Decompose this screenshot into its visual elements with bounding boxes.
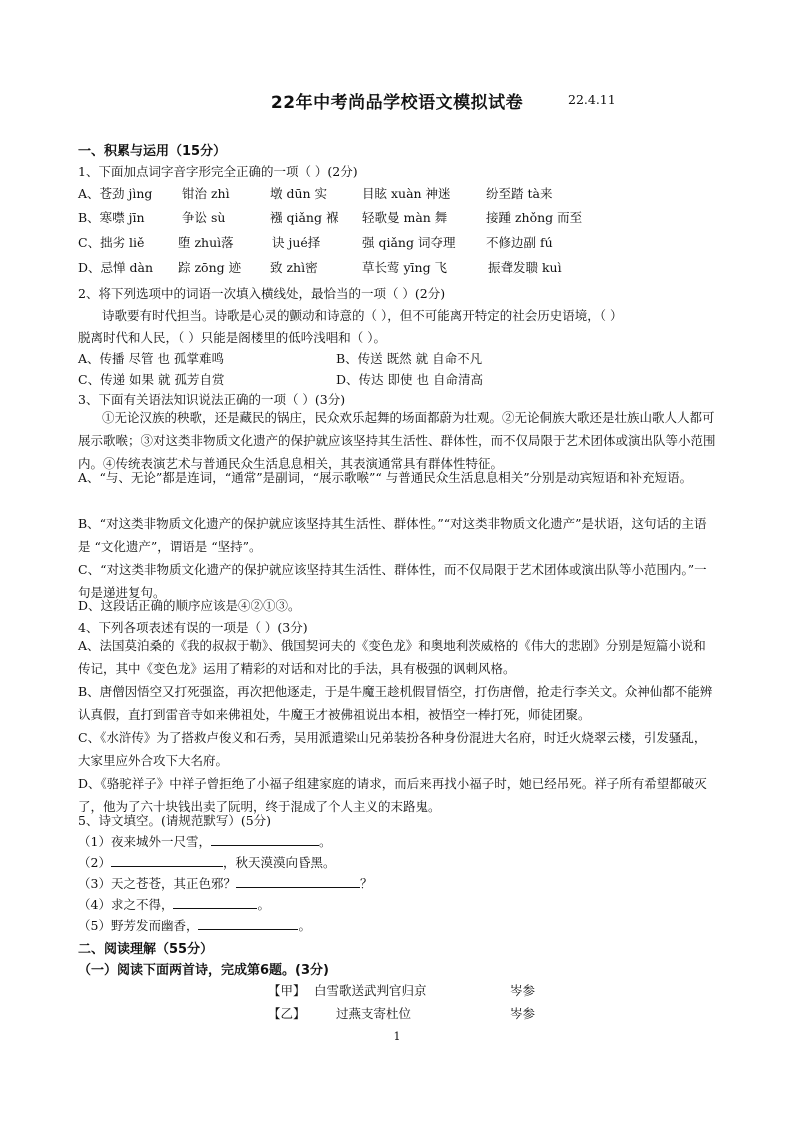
answer-blank[interactable]: [173, 896, 257, 909]
subsection-heading-1: （一）阅读下面两首诗，完成第6题。(3分): [78, 963, 329, 978]
q1-d-4: 草长莺 yīng 飞: [362, 260, 448, 275]
question-2-passage-1: 诗歌要有时代担当。诗歌是心灵的颤动和诗意的（ ），但不可能离开特定的社会历史语境，（ ）: [102, 308, 623, 323]
q4-option-c: C、《水浒传》为了搭救卢俊义和石秀，吴用派遣梁山兄弟装扮各种身份混进大名府，时迁火烧翠云楼，引发骚乱，大家里应外合攻下大名府。: [78, 730, 707, 768]
section-heading-2: 二、阅读理解（55分）: [78, 942, 214, 957]
q5-item-1: [78, 832, 331, 850]
question-1-stem: 1、下面加点词字音字形完全正确的一项（ ）(2分): [78, 164, 358, 179]
section-heading-1: 一、积累与运用（15分）: [78, 144, 227, 159]
poem-1-tag: 【甲】: [268, 983, 306, 998]
q5-item-3-text: （3）天之苍苍，其正色邪？: [78, 876, 236, 891]
q2-option-d: D、传达 即使 也 自命清高: [336, 372, 483, 387]
poem-1-author: 岑参: [510, 983, 536, 998]
answer-blank[interactable]: [236, 875, 360, 888]
q5-item-1-text: （1）夜来城外一尺雪，: [78, 834, 211, 849]
q5-item-1-end: 。: [318, 834, 332, 849]
q3-option-d: D、这段话正确的顺序应该是④②①③。: [78, 598, 301, 613]
question-4-stem: 4、下列各项表述有误的一项是（ ）(3分): [78, 620, 308, 635]
q5-item-4-end: 。: [257, 897, 270, 912]
q1-c-1: C、拙劣 liě: [78, 235, 145, 250]
q4-option-d: D、《骆驼祥子》中祥子曾拒绝了小福子组建家庭的请求，而后来再找小福子时，她已经吊死。祥子所有希望都破灭了，他为了六十块钱出卖了阮明，终于混成了个人主义的末路鬼。: [78, 776, 707, 814]
q1-b-1: B、寒噤 jīn: [78, 210, 145, 225]
exam-title: 22年中考尚品学校语文模拟试卷: [270, 93, 524, 113]
answer-blank[interactable]: [111, 854, 223, 867]
q1-b-3: 襁 qiǎng 褓: [270, 210, 339, 225]
q1-d-3: 致 zhì密: [270, 260, 318, 275]
q4-option-a: A、法国莫泊桑的《我的叔叔于勒》、俄国契诃夫的《变色龙》和奥地利茨威格的《伟大的悲剧》分别是短篇小说和传记，其中《变色龙》运用了精彩的对话和对比的手法，具有极强的讽刺风格。: [78, 638, 706, 676]
q5-item-5-text: （5）野芳发而幽香，: [78, 918, 199, 933]
q2-option-c: C、传递 如果 就 孤芳自赏: [78, 372, 225, 387]
q1-b-2: 争讼 sù: [182, 210, 226, 225]
poem-2-author: 岑参: [510, 1006, 536, 1021]
q1-c-4: 强 qiǎng 词夺理: [362, 235, 456, 250]
question-2-stem: 2、将下列选项中的词语一次填入横线处，最恰当的一项（ ）(2分): [78, 286, 446, 301]
q3-option-c: C、“对这类非物质文化遗产的保护就应该坚持其生活性、群体性，而不仅局限于艺术团体或演出队等小范围内。”一句是递进复句。: [78, 562, 707, 600]
q1-c-5: 不修边副 fú: [486, 235, 553, 250]
poem-2-tag: 【乙】: [268, 1006, 306, 1021]
q5-item-4-text: （4）求之不得，: [78, 897, 174, 912]
q1-a-2: 钳治 zhì: [182, 186, 230, 201]
q1-a-1: A、苍劲 jìng: [78, 186, 153, 201]
q2-option-b: B、传送 既然 就 自命不凡: [336, 351, 483, 366]
q5-item-2-end: ，秋天漠漠向昏黑。: [222, 855, 336, 870]
page-number: 1: [393, 1030, 401, 1043]
q1-a-5: 纷至踏 tà来: [486, 186, 553, 201]
q1-d-5: 振聋发聩 kuì: [488, 260, 562, 275]
q4-option-b: B、唐僧因悟空又打死强盗，再次把他逐走，于是牛魔王趁机假冒悟空，打伤唐僧，抢走行李关文。众神仙都不能辨认真假，直打到雷音寺如来佛祖处，牛魔王才被佛祖说出本相，被悟空一棒打死，师徒团聚。: [78, 684, 713, 722]
q1-d-1: D、忌惮 dàn: [78, 260, 154, 275]
poem-2-title: 过燕支寄杜位: [336, 1006, 412, 1021]
q1-a-3: 墩 dūn 实: [270, 186, 328, 201]
q1-b-4: 轻歌曼 màn 舞: [362, 210, 448, 225]
question-3-stem: 3、下面有关语法知识说法正确的一项（ ）(3分): [78, 392, 346, 407]
q5-item-3: [78, 874, 372, 892]
question-3-passage: ①无论汉族的秧歌，还是藏民的锅庄，民众欢乐起舞的场面都蔚为壮观。②无论侗族大歌还是壮族山歌人人都可展示歌喉；③对这类非物质文化遗产的保护就应该坚持其生活性、群体性，而不仅局限于艺术团体或演出队等小范围内。④传统表演艺术与普通民众生活息息相关，其表演通常具有群体性特征。: [78, 410, 716, 471]
q1-a-4: 目眩 xuàn 神迷: [362, 186, 451, 201]
q3-option-b: B、“对这类非物质文化遗产的保护就应该坚持其生活性、群体性。”“对这类非物质文化遗产”是状语，这句话的主语是 “文化遗产”，谓语是 “坚持”。: [78, 516, 707, 554]
q5-item-3-end: ？: [359, 876, 373, 891]
poem-1-title: 白雪歌送武判官归京: [314, 983, 427, 998]
question-5-stem: 5、诗文填空。(请规范默写）(5分): [78, 813, 272, 828]
q5-item-4: [78, 895, 270, 913]
q1-c-3: 诀 jué择: [272, 235, 321, 250]
q5-item-2: [78, 853, 335, 871]
q5-item-5-end: 。: [298, 918, 311, 933]
answer-blank[interactable]: [211, 833, 319, 846]
q5-item-5: [78, 916, 311, 934]
q5-item-2-text: （2）: [78, 855, 111, 870]
q1-b-5: 接踵 zhǒng 而至: [486, 210, 583, 225]
q3-option-a: A、“与、无论”都是连词，“通常”是副词，“展示歌喉”“ 与普通民众生活息息相关”分别是动宾短语和补充短语。: [78, 470, 693, 485]
exam-date: 22.4.11: [568, 92, 616, 107]
question-2-passage-2: 脱离时代和人民，（ ）只能是阁楼里的低吟浅唱和（ ）。: [78, 330, 386, 345]
q1-c-2: 堕 zhuì落: [178, 235, 234, 250]
q1-d-2: 踪 zōng 迹: [178, 260, 242, 275]
q2-option-a: A、传播 尽管 也 孤掌难鸣: [78, 351, 224, 366]
answer-blank[interactable]: [198, 917, 298, 930]
